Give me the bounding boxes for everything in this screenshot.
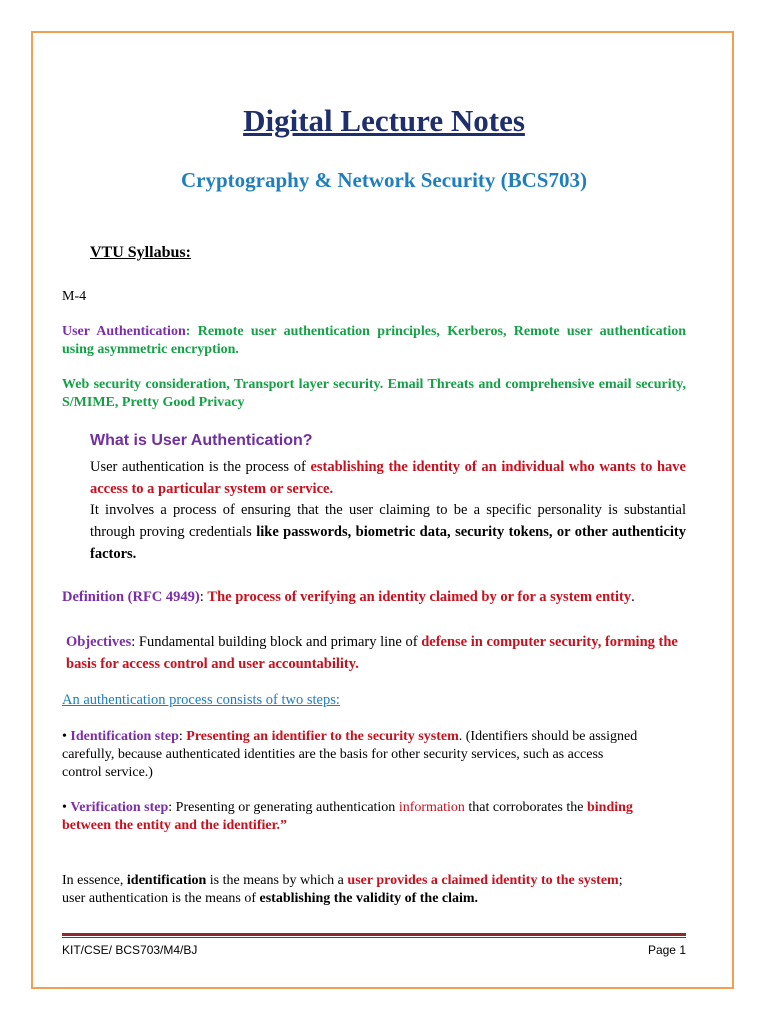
syllabus-heading: VTU Syllabus:	[90, 244, 191, 261]
syllabus-topics-1: Remote user authentication principles, Kerberos, Remote user authentication using asymmetric encryption.	[62, 324, 686, 357]
bullet: •	[62, 729, 71, 744]
objectives-text-b: defense in computer security, forming the basis for access control and user accountability.	[66, 634, 678, 672]
definition-label: Definition (RFC 4949)	[62, 589, 200, 605]
colon: :	[199, 589, 208, 605]
objectives-label: Objectives	[66, 634, 132, 650]
identification-bold: Presenting an identifier to the security system	[186, 729, 459, 744]
essence-c: is the means by which a	[206, 873, 348, 888]
course-subtitle: Cryptography & Network Security (BCS703)	[181, 168, 587, 192]
essence-b: identification	[126, 873, 207, 888]
verification-label: Verification step	[70, 800, 169, 815]
identification-label: Identification step	[70, 729, 179, 744]
footer-rule-thin	[62, 937, 686, 938]
essence-a: In essence,	[62, 873, 127, 888]
period: .	[631, 589, 635, 605]
identification-step	[62, 728, 642, 782]
module-label: M-4	[62, 289, 87, 304]
essence-d: user provides a claimed identity to the system	[347, 873, 619, 888]
verification-information: information	[398, 800, 465, 815]
syllabus-topics-2: Web security consideration, Transport layer security. Email Threats and comprehensive email security, S/MIME, Pretty Good Privacy	[62, 377, 686, 410]
what-paragraph-1	[90, 456, 686, 500]
objectives-paragraph	[66, 631, 686, 675]
document-title: Digital Lecture Notes	[243, 103, 525, 138]
what-text-2a: It involves a process of ensuring that the user claiming to be a specific personality is substantial through proving credentials	[90, 502, 686, 540]
verification-text-b: that corroborates the	[464, 800, 587, 815]
colon: :	[185, 324, 191, 339]
verification-bold: binding between the entity and the identifier.”	[62, 800, 633, 833]
syllabus-paragraph-2	[62, 376, 686, 412]
objectives-text-a: : Fundamental building block and primary line of	[131, 634, 422, 650]
essence-paragraph	[62, 872, 632, 908]
definition-text: The process of verifying an identity claimed by or for a system entity	[207, 589, 632, 605]
verification-step	[62, 799, 662, 835]
what-paragraph-2	[90, 499, 686, 565]
what-text-1a: User authentication is the process of	[90, 459, 311, 475]
user-auth-label: User Authentication	[62, 324, 186, 339]
essence-e: ; user authentication is the means of	[62, 873, 623, 906]
what-text-2b: like passwords, biometric data, security tokens, or other authenticity factors.	[90, 524, 686, 562]
essence-f: establishing the validity of the claim.	[259, 891, 479, 906]
verification-text-a: : Presenting or generating authentication	[168, 800, 399, 815]
steps-heading: An authentication process consists of two steps:	[62, 692, 340, 708]
footer-code: KIT/CSE/ BCS703/M4/BJ	[62, 943, 198, 957]
footer-rule-thick	[62, 933, 686, 936]
section-heading-what: What is User Authentication?	[90, 432, 313, 449]
bullet: •	[62, 800, 71, 815]
what-text-1b: establishing the identity of an individual who wants to have access to a particular system or service.	[90, 459, 686, 497]
syllabus-paragraph-1	[62, 323, 686, 359]
colon: :	[178, 729, 187, 744]
page-number: Page 1	[647, 943, 686, 957]
identification-rest: . (Identifiers should be assigned carefully, because authenticated identities are the basis for other security services, such as access control service.)	[62, 729, 638, 780]
definition-paragraph	[62, 588, 686, 606]
